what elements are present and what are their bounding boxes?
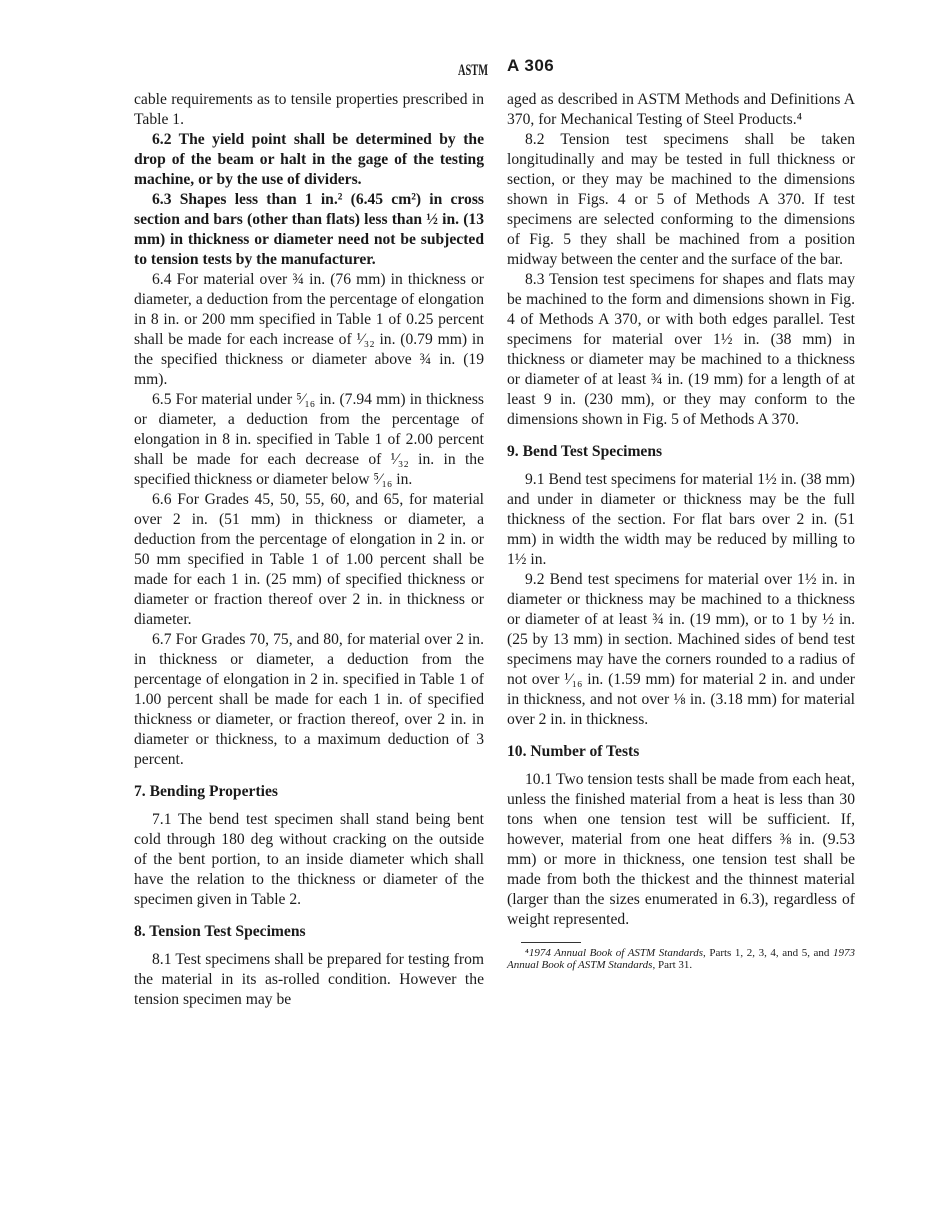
- paragraph-6-4: 6.4 For material over ¾ in. (76 mm) in thickness or diameter, a deduction from the percentage of elongation in 8 in. or 200 mm specified in Table 1 of 0.25 percent shall be made for each increase of ¹⁄₃₂ in. (0.79 mm) in the specified thickness or diameter above ¾ in. (19 mm).: [134, 271, 484, 388]
- footnote-marker: ⁴: [525, 947, 529, 959]
- section-heading-10: 10. Number of Tests: [507, 743, 640, 760]
- section-heading-8: 8. Tension Test Specimens: [134, 923, 306, 940]
- paragraph-8-1-continued: aged as described in ASTM Methods and Definitions A 370, for Mechanical Testing of Steel Products.⁴: [507, 91, 855, 128]
- paragraph-8-1: 8.1 Test specimens shall be prepared for testing from the material in its as-rolled condition. However the tension specimen may be: [134, 951, 484, 1008]
- section-heading-9: 9. Bend Test Specimens: [507, 443, 663, 460]
- paragraph-6-2: 6.2 The yield point shall be determined by the drop of the beam or halt in the gage of the testing machine, or by the use of dividers.: [134, 131, 484, 188]
- footnote-parts-1974: , Parts 1, 2, 3, 4, and 5, and: [703, 947, 833, 959]
- paragraph-6-5: 6.5 For material under ⁵⁄₁₆ in. (7.94 mm) in thickness or diameter, a deduction from the percentage of elongation in 8 in. specified in Table 1 of 2.00 percent shall be made for each decrease of ¹⁄₃₂ in. in the specified thickness or diameter below ⁵⁄₁₆ in.: [134, 391, 484, 488]
- paragraph-6-6: 6.6 For Grades 45, 50, 55, 60, and 65, for material over 2 in. (51 mm) in thickness or diameter, a deduction from the percentage of elongation in 2 in. or 50 mm specified in Table 1 of 1.00 percent shall be made for each 1 in. (25 mm) of specified thickness or diameter or fraction thereof over 2 in. in thickness or diameter.: [134, 491, 484, 628]
- right-column: [507, 90, 855, 971]
- paragraph-9-1: 9.1 Bend test specimens for material 1½ in. (38 mm) and under in diameter or thickness may be the full thickness of the section. For flat bars over 2 in. (51 mm) in width the width may be reduced by milling to 1½ in.: [507, 471, 855, 568]
- paragraph-9-2: 9.2 Bend test specimens for material over 1½ in. in diameter or thickness may be machined to a thickness or diameter of at least ¾ in. (19 mm), or to 1 by ½ in. (25 by 13 mm) in section. Machined sides of bend test specimens may have the corners rounded to a radius of not over ¹⁄₁₆ in. (1.59 mm) for material 2 in. and under in thickness, and not over ⅛ in. (3.18 mm) for material over 2 in. in thickness.: [507, 571, 855, 728]
- paragraph-6-7: 6.7 For Grades 70, 75, and 80, for material over 2 in. in thickness or diameter, a deduction from the percentage of elongation in 2 in. specified in Table 1 of 1.00 percent shall be made for each 1 in. of specified thickness or diameter, or fraction thereof, over 2 in. in diameter or thickness, to a maximum deduction of 3 percent.: [134, 631, 484, 768]
- footnote-book-1974: 1974 Annual Book of ASTM Standards: [528, 947, 703, 959]
- page-header: [0, 56, 950, 84]
- document-code: A 306: [507, 56, 555, 75]
- astm-logo-text: ASTM: [458, 62, 488, 79]
- footnote-parts-1973: , Part 31.: [652, 959, 693, 971]
- footnote-4: [507, 947, 855, 971]
- astm-logo-icon: [456, 58, 490, 80]
- section-heading-7: 7. Bending Properties: [134, 783, 278, 800]
- paragraph-6-3: 6.3 Shapes less than 1 in.² (6.45 cm²) in cross section and bars (other than flats) less than ½ in. (13 mm) in thickness or diameter need not be subjected to tension tests by the manufacturer.: [134, 191, 484, 268]
- paragraph-6-1-continued: cable requirements as to tensile properties prescribed in Table 1.: [134, 91, 484, 128]
- paragraph-8-3: 8.3 Tension test specimens for shapes and flats may be machined to the form and dimensions shown in Fig. 4 of Methods A 370, or with both edges parallel. Test specimens for material over 1½ in. (38 mm) in thickness or diameter may be machined to a thickness or diameter of at least ¾ in. (19 mm) for a length of at least 9 in. (230 mm), or they may conform to the dimensions shown in Fig. 5 of Methods A 370.: [507, 271, 855, 428]
- footnote-divider: [521, 942, 581, 943]
- left-column: [134, 90, 484, 1010]
- footnote-book-1973: 1973 Annual Book of ASTM Standards: [507, 947, 855, 971]
- paragraph-10-1: 10.1 Two tension tests shall be made from each heat, unless the finished material from a heat is less than 30 tons when one tension test will be sufficient. If, however, material from one heat differs ⅜ in. (9.53 mm) or more in thickness, one tension test shall be made from both the thickest and the thinnest material (larger than the sizes enumerated in 6.3), regardless of weight represented.: [507, 771, 855, 928]
- paragraph-7-1: 7.1 The bend test specimen shall stand being bent cold through 180 deg without cracking on the outside of the bent portion, to an inside diameter which shall have the relation to the thickness or diameter of the specimen given in Table 2.: [134, 811, 484, 908]
- paragraph-8-2: 8.2 Tension test specimens shall be taken longitudinally and may be tested in full thickness or section, or they may be machined to the dimensions shown in Figs. 4 or 5 of Methods A 370. If test specimens are selected conforming to the dimensions of Fig. 5 they shall be machined from a position midway between the center and the surface of the bar.: [507, 131, 855, 268]
